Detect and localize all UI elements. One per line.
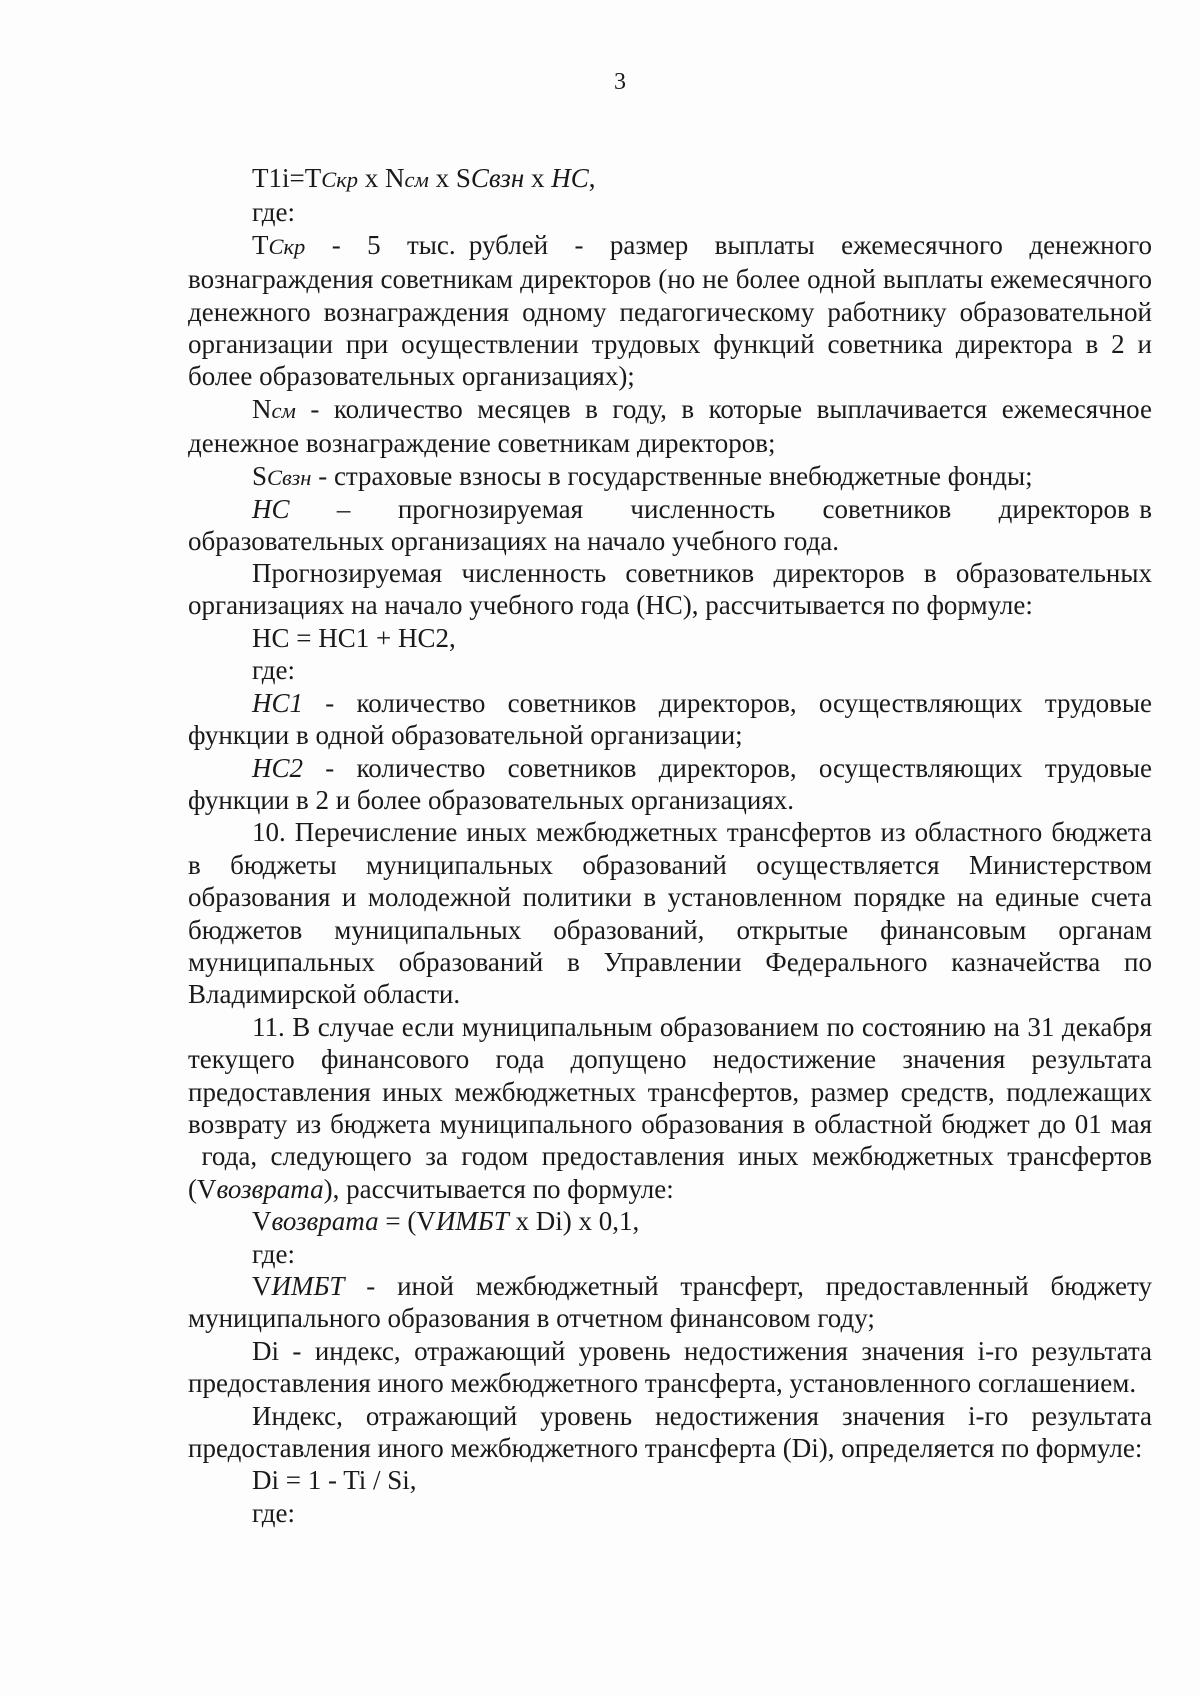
paragraph-def-svzn: SСвзн - страховые взносы в государственные внебюджетные фонды;	[252, 460, 1033, 491]
paragraph-formula-t1i: T1i=TСкр x Nсм x SCвзн x НС,	[252, 163, 596, 193]
paragraph-where-3: где:	[252, 1238, 295, 1269]
paragraph-def-ns1: НС1 - количество советников директоров, осуществляющих трудовые функции в одной образовательной организации;	[188, 687, 1152, 751]
paragraph-ns-intro: Прогнозируемая численность советников директоров в образовательных организациях на начало учебного года (НС), рассчитывается по формуле:	[188, 558, 1152, 621]
paragraph-formula-di: Di = 1 - Ti / Si,	[252, 1465, 417, 1496]
paragraph-di-intro: Индекс, отражающий уровень недостижения значения i-го результата предоставления иного межбюджетного трансферта (Di), определяется по формуле:	[188, 1400, 1152, 1464]
document-body	[188, 162, 1152, 1529]
paragraph-formula-vvozvrata: Vвозврата = (VИМБТ x Di) x 0,1,	[252, 1206, 640, 1237]
paragraph-def-vimbt: VИМБТ - иной межбюджетный трансферт, предоставленный бюджету муниципального образования в отчетном финансовом году;	[188, 1271, 1152, 1334]
paragraph-item-10: 10. Перечисление иных межбюджетных трансфертов из областного бюджета в бюджеты муниципальных образований осуществляется Министерством образования и молодежной политики в установленном порядке на единые счета бюджетов муниципальных образований, открытые финансовым органам муниципальных образований в Управлении Федерального казначейства по Владимирской области.	[188, 817, 1152, 1010]
paragraph-def-tskr: TСкр - 5 тыс. рублей - размер выплаты ежемесячного денежного вознаграждения советникам директоров (но не более одной выплаты ежемесячного денежного вознаграждения одному педагогическому работнику образовательной организации при осуществлении трудовых функций советника директора в 2 и более образовательных организациях);	[188, 229, 1152, 392]
paragraph-def-nsm: Nсм - количество месяцев в году, в которые выплачивается ежемесячное денежное вознаграждение советникам директоров;	[188, 393, 1152, 459]
paragraph-where-1: где:	[252, 197, 295, 228]
paragraph-where-4: где:	[252, 1497, 295, 1528]
paragraph-def-ns2: НС2 - количество советников директоров, осуществляющих трудовые функции в 2 и более образовательных организациях.	[188, 752, 1152, 815]
paragraph-where-2: где:	[252, 655, 295, 686]
paragraph-formula-ns: НС = НС1 + НС2,	[252, 622, 456, 653]
page-number: 3	[614, 69, 626, 95]
paragraph-item-11: 11. В случае если муниципальным образованием по состоянию на 31 декабря текущего финансового года допущено недостижение значения результата предоставления иных межбюджетных трансфертов, размер средств, подлежащих возврату из бюджета муниципального образования в областной бюджет до 01 мая года, следующего за годом предоставления иных межбюджетных трансфертов (Vвозврата), рассчитывается по формуле:	[188, 1011, 1152, 1204]
paragraph-def-ns: НС – прогнозируемая численность советников директоров в образовательных организациях на начало учебного года.	[188, 494, 1152, 556]
paragraph-def-di: Di - индекс, отражающий уровень недостижения значения i-го результата предоставления иного межбюджетного трансферта, установленного соглашением.	[188, 1335, 1152, 1399]
